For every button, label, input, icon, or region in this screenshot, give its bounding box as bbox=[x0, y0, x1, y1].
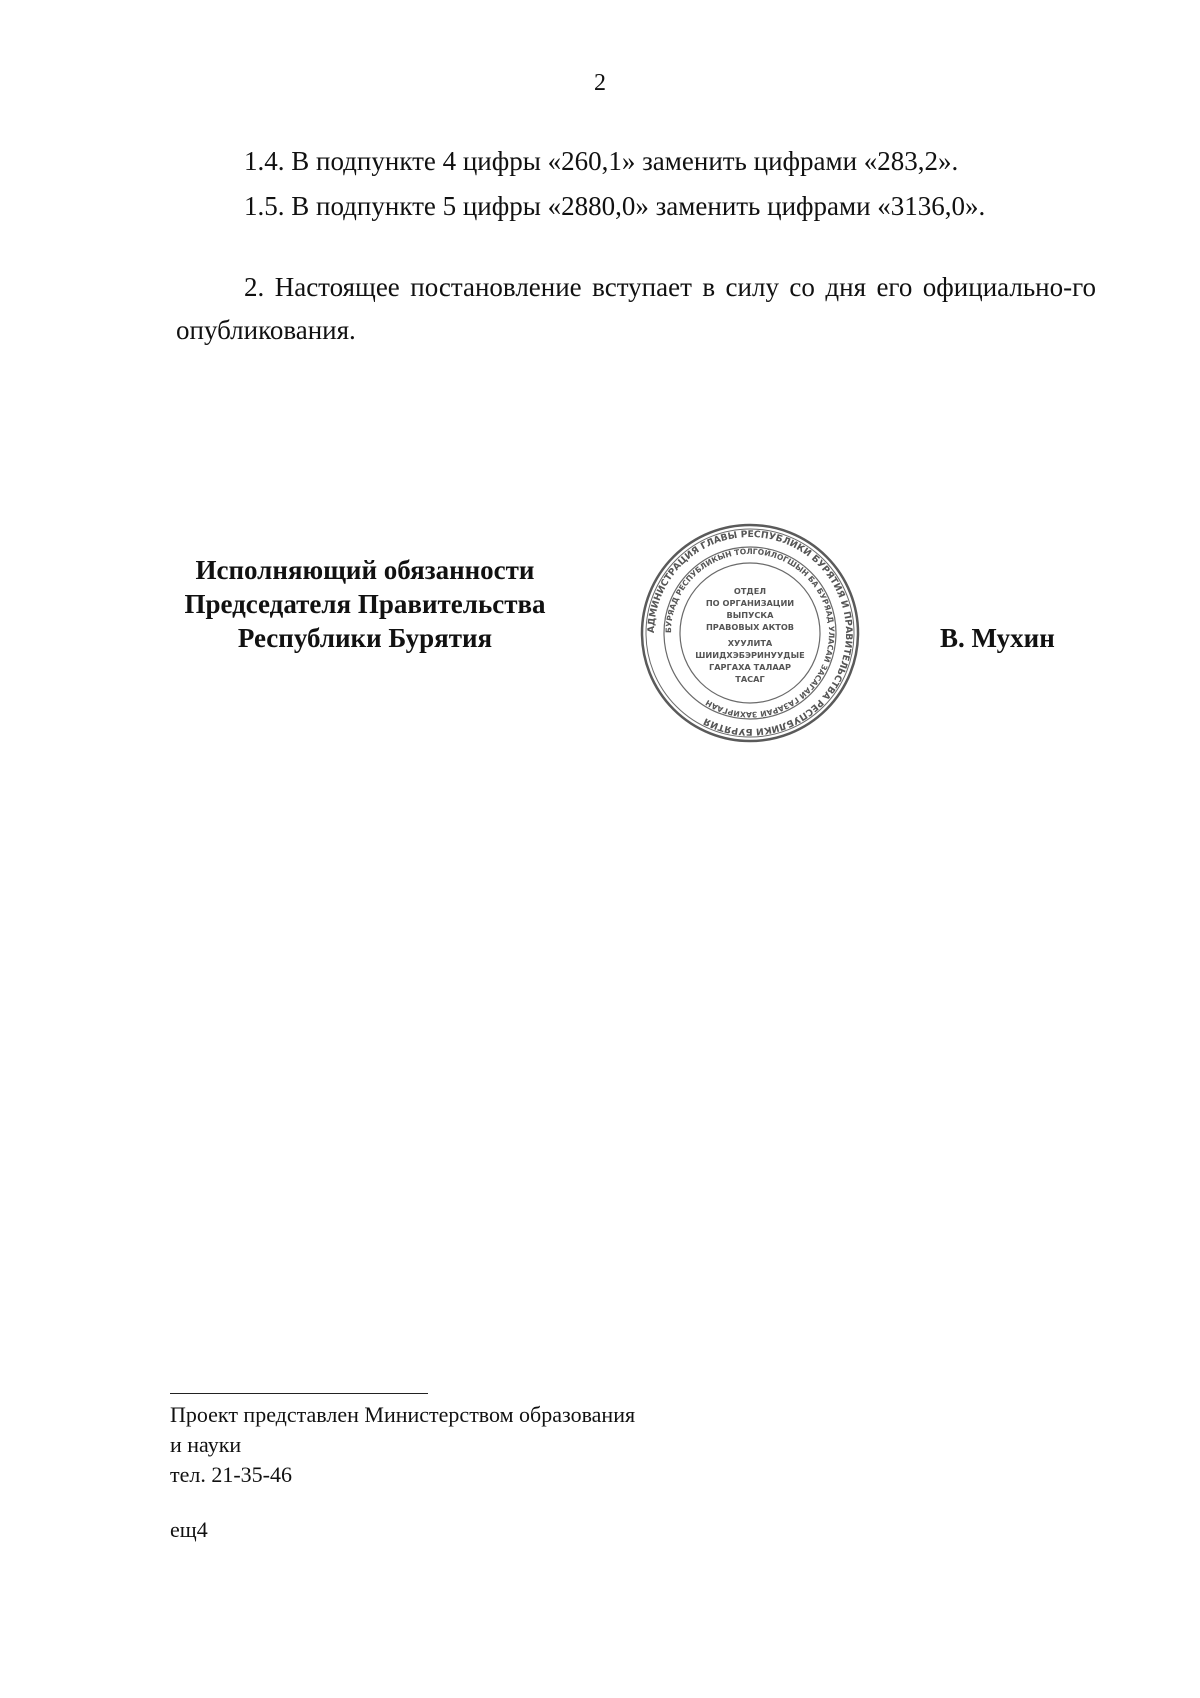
stamp-center-line: ШИИДХЭБЭРИНУУДЫЕ bbox=[695, 650, 805, 660]
stamp-center-line: ТАСАГ bbox=[735, 674, 765, 684]
footnote bbox=[170, 1400, 635, 1490]
signer-name: В. Мухин bbox=[940, 623, 1055, 653]
paragraph-item-1-5: 1.5. В подпункте 5 цифры «2880,0» заменить цифрами «3136,0». bbox=[244, 191, 986, 221]
document-code: ещ4 bbox=[170, 1517, 208, 1542]
stamp-outer-ring-text: АДМИНИСТРАЦИЯ ГЛАВЫ РЕСПУБЛИКИ БУРЯТИЯ И ПРАВИТЕЛЬСТВА РЕСПУБЛИКИ БУРЯТИЯ bbox=[645, 528, 855, 738]
stamp-center-line: ОТДЕЛ bbox=[733, 586, 767, 596]
paragraph-item-1-4: 1.4. В подпункте 4 цифры «260,1» заменить цифрами «283,2». bbox=[244, 146, 959, 176]
stamp-center-line: ВЫПУСКА bbox=[726, 610, 774, 620]
stamp-center-line: ПРАВОВЫХ АКТОВ bbox=[705, 622, 795, 632]
stamp-center-line: ХУУЛИТА bbox=[727, 638, 773, 648]
page-number: 2 bbox=[594, 70, 606, 96]
stamp-center-line: ПО ОРГАНИЗАЦИИ bbox=[705, 598, 795, 608]
stamp-inner-ring-text: БУРЯАД РЕСПУБЛИКЫН ТОЛГОЙЛОГШЫН БА БУРЯАД УЛАСАЙ ЗАСАГАЙ ГАЗАРАЙ ЗАХИРГААН bbox=[663, 546, 837, 720]
signer-title-line: Председателя Правительства bbox=[184, 589, 546, 619]
signer-title-line: Исполняющий обязанности bbox=[195, 555, 535, 585]
official-stamp bbox=[635, 518, 865, 748]
svg-text:БУРЯАД РЕСПУБЛИКЫН ТОЛГОЙЛОГШЫ bbox=[664, 547, 836, 719]
signer-title-line: Республики Бурятия bbox=[237, 623, 493, 653]
footnote-line: Проект представлен Министерством образования bbox=[170, 1402, 636, 1427]
paragraph-item-2: 2. Настоящее постановление вступает в силу со дня его официально-го опубликования. bbox=[176, 272, 1096, 345]
footnote-phone: тел. 21-35-46 bbox=[170, 1462, 293, 1487]
svg-text:АДМИНИСТРАЦИЯ ГЛАВЫ РЕСПУБЛИКИ bbox=[646, 529, 854, 737]
signer-title bbox=[170, 553, 560, 655]
footnote-divider bbox=[170, 1393, 428, 1394]
stamp-center-line: ГАРГАХА ТАЛААР bbox=[708, 662, 792, 672]
footnote-line: и науки bbox=[170, 1432, 242, 1457]
